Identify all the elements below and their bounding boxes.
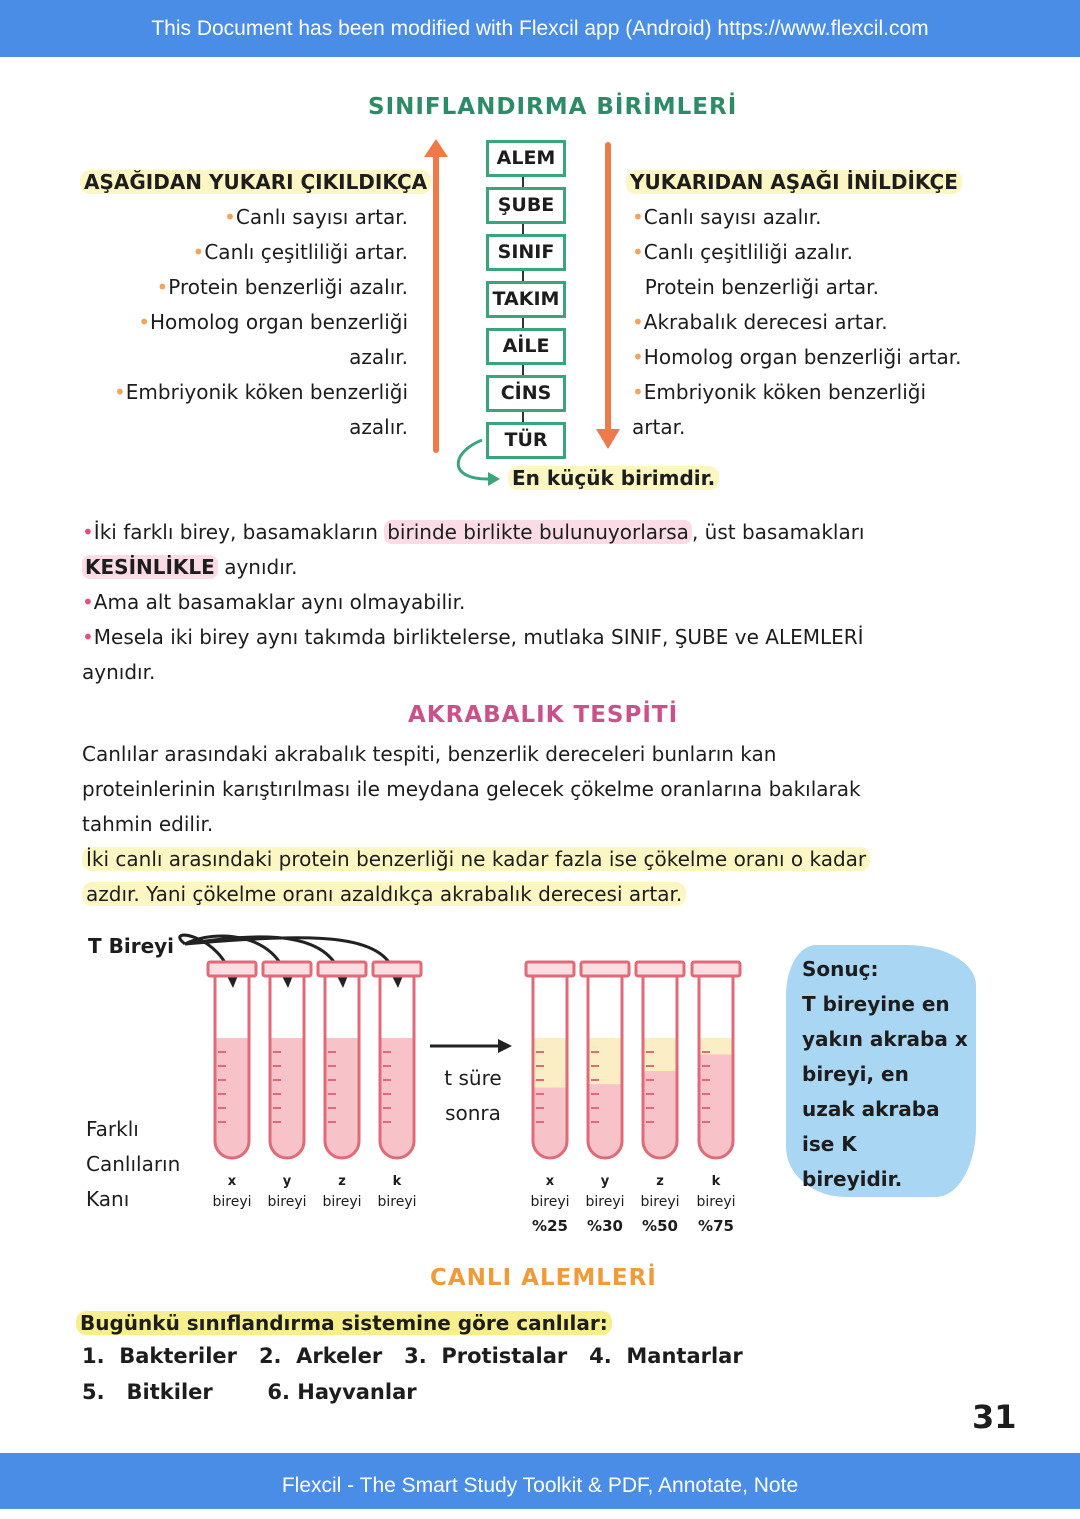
page-number: 31 [972, 1398, 1017, 1436]
unit-sinif: SINIF [486, 234, 566, 271]
unit-tur: TÜR [486, 422, 566, 459]
tube-label-before-2: y bireyi [267, 1174, 307, 1210]
time-arrow-head [498, 1039, 512, 1053]
tube-after-y [581, 962, 629, 1158]
result-line-7: bireyidir. [802, 1167, 903, 1191]
kingdoms-row-1 [82, 1339, 743, 1374]
kingdoms-row-2 [82, 1375, 417, 1410]
note-1-cont: KESİNLİKLE aynıdır. [82, 550, 865, 585]
right-line-7: artar. [632, 415, 686, 439]
left-line-4: •Homolog organ benzerliği [138, 310, 408, 334]
right-line-5: •Homolog organ benzerliği artar. [632, 345, 962, 369]
note-2: •Ama alt basamaklar aynı olmayabilir. [82, 590, 466, 614]
smallest-unit-note: En küçük birimdir. [508, 461, 719, 496]
blood-label-line-3: Kanı [86, 1187, 130, 1211]
result-line-1: Sonuç: [802, 957, 879, 981]
kingdom-6: 6. Hayvanlar [267, 1380, 417, 1404]
right-line-4: •Akrabalık derecesi artar. [632, 310, 888, 334]
blood-label-line-2: Canlıların [86, 1152, 181, 1176]
tube-before-k [373, 962, 421, 1158]
tube-label-after-1: x bireyi %25 [530, 1174, 570, 1235]
left-list [60, 200, 408, 445]
tube-label-before-1: x bireyi [212, 1174, 252, 1210]
section-title-classification: SINIFLANDIRMA BİRİMLERİ [368, 94, 738, 120]
para1-line-1: Canlılar arasındaki akrabalık tespiti, benzerlik dereceleri bunların kan [82, 742, 777, 766]
tube-after-x [526, 962, 574, 1158]
result-line-3: yakın akraba x [802, 1027, 968, 1051]
tube-before-z [318, 962, 366, 1158]
kingdom-3: 3. Protistalar [404, 1344, 568, 1368]
left-line-3: •Protein benzerliği azalır. [156, 275, 408, 299]
result-line-6: ise K [802, 1132, 857, 1156]
kingdoms-intro: Bugünkü sınıflandırma sistemine göre canlılar: [76, 1306, 612, 1341]
unit-alem: ALEM [486, 140, 566, 177]
right-line-6: •Embriyonik köken benzerliği [632, 380, 927, 404]
left-line-2: •Canlı çeşitliliği artar. [192, 240, 408, 264]
left-line-1: •Canlı sayısı artar. [224, 205, 408, 229]
left-line-7: azalır. [349, 415, 408, 439]
tube-after-k [692, 962, 740, 1158]
result-line-5: uzak akraba [802, 1097, 940, 1121]
tube-before-y [263, 962, 311, 1158]
right-line-1: •Canlı sayısı azalır. [632, 205, 822, 229]
left-line-6: •Embriyonik köken benzerliği [113, 380, 408, 404]
t-individual-label: T Bireyi [88, 934, 175, 958]
notes-block [82, 515, 865, 690]
kingdom-5: 5. Bitkiler [82, 1380, 213, 1404]
tube-label-after-3: z bireyi %50 [640, 1174, 680, 1235]
result-text [802, 952, 968, 1197]
tube-before-x [208, 962, 256, 1158]
note-3: •Mesela iki birey aynı takımda birliktelerse, mutlaka SINIF, ŞUBE ve ALEMLERİ [82, 625, 864, 649]
para2-line-2: azdır. Yani çökelme oranı azaldıkça akrabalık derecesi artar. [82, 877, 870, 912]
note-1: •İki farklı birey, basamakların birinde birlikte bulunuyorlarsa , üst basamakları [82, 520, 865, 544]
tube-label-before-4: k bireyi [377, 1174, 417, 1210]
para2-line-1: İki canlı arasındaki protein benzerliği ne kadar fazla ise çökelme oranı o kadar [82, 842, 870, 877]
unit-aile: AİLE [486, 328, 566, 365]
section-title-kinship: AKRABALIK TESPİTİ [408, 702, 679, 728]
result-line-2: T bireyine en [802, 992, 950, 1016]
para1-line-3: tahmin edilir. [82, 812, 214, 836]
top-banner: This Document has been modified with Flexcil app (Android) https://www.flexcil.com [0, 0, 1080, 57]
unit-takim: TAKIM [486, 281, 566, 318]
kinship-paragraph [82, 737, 870, 912]
kingdom-1: 1. Bakteriler [82, 1344, 237, 1368]
unit-sube: ŞUBE [486, 187, 566, 224]
left-line-5: azalır. [349, 345, 408, 369]
bottom-banner: Flexcil - The Smart Study Toolkit & PDF, Annotate, Note [0, 1453, 1080, 1509]
right-line-3: Protein benzerliği artar. [644, 275, 879, 299]
tube-label-after-2: y bireyi %30 [585, 1174, 625, 1235]
tube-label-before-3: z bireyi [322, 1174, 362, 1210]
note-3-cont: aynıdır. [82, 660, 156, 684]
right-heading: YUKARIDAN AŞAĞI İNİLDİKÇE [626, 165, 962, 200]
left-heading: AŞAĞIDAN YUKARI ÇIKILDIKÇA [80, 165, 431, 200]
tube-after-z [636, 962, 684, 1158]
kingdom-4: 4. Mantarlar [589, 1344, 743, 1368]
section-title-kingdoms: CANLI ALEMLERİ [430, 1265, 657, 1291]
kingdom-2: 2. Arkeler [258, 1344, 383, 1368]
test-tubes-diagram [0, 920, 780, 1190]
right-line-2: •Canlı çeşitliliği azalır. [632, 240, 853, 264]
tube-label-after-4: k bireyi %75 [696, 1174, 736, 1235]
blood-label-line-1: Farklı [86, 1117, 139, 1141]
right-list [632, 200, 961, 445]
time-label-line-2: sonra [445, 1101, 501, 1125]
unit-cins: CİNS [486, 375, 566, 412]
result-line-4: bireyi, en [802, 1062, 909, 1086]
para1-line-2: proteinlerinin karıştırılması ile meydana gelecek çökelme oranlarına bakılarak [82, 777, 861, 801]
time-label-line-1: t süre [444, 1066, 502, 1090]
